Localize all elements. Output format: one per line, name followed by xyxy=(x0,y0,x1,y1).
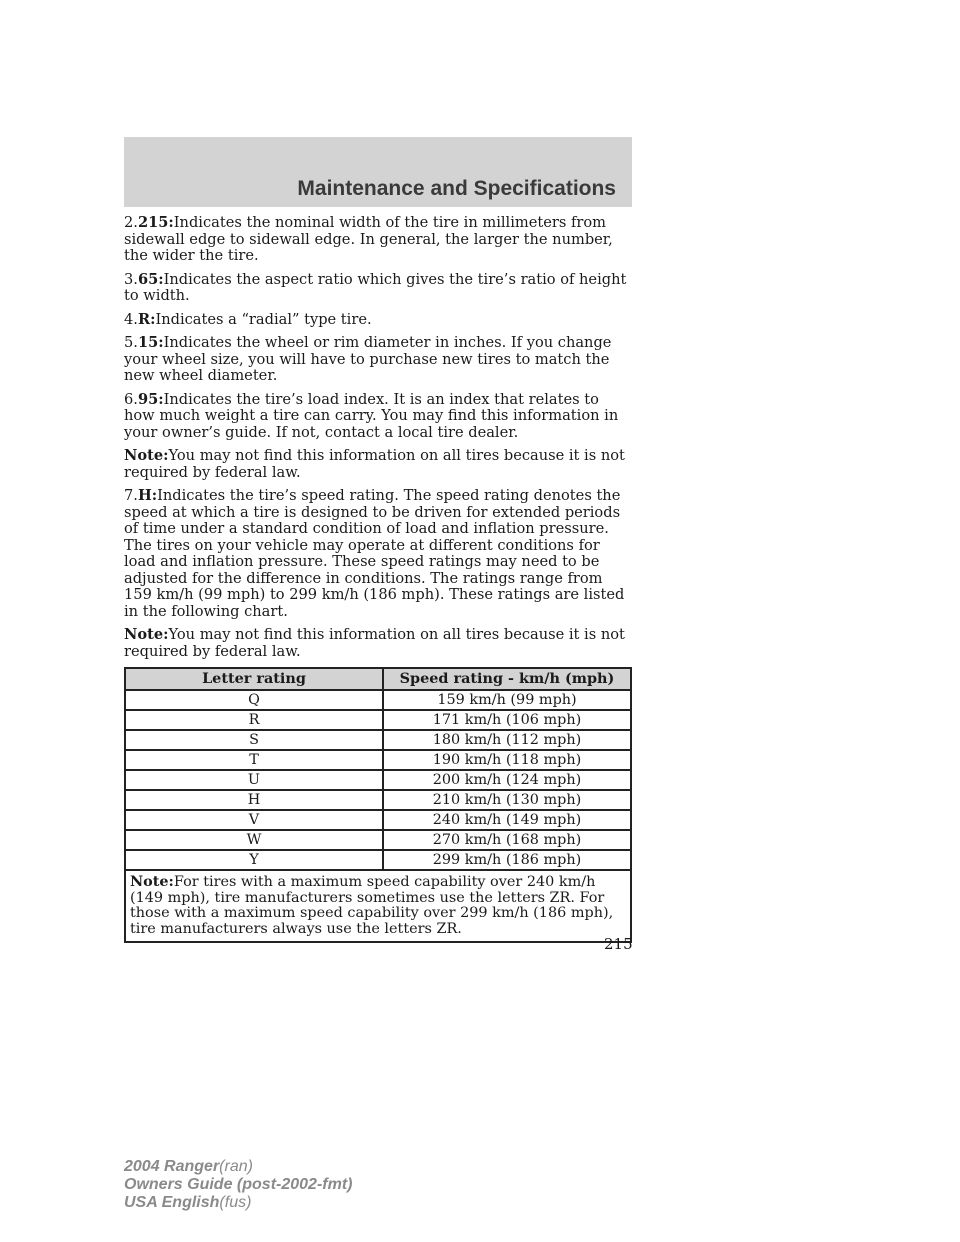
speed-rating-cell: 180 km/h (112 mph) xyxy=(383,730,631,750)
item-key: 15: xyxy=(137,334,164,351)
table-row xyxy=(125,750,631,770)
item-text: Indicates the tire’s load index. It is an index that relates to how much weight a tire can carry. You may find this information in your owner’s guide. If not, contact a local tire dealer. xyxy=(124,390,619,441)
item-number: 7. xyxy=(124,487,138,504)
letter-rating-cell: Y xyxy=(125,850,383,870)
letter-rating-cell: H xyxy=(125,790,383,810)
note-text: You may not find this information on all tires because it is not required by federal law. xyxy=(124,447,625,481)
section-title: Maintenance and Specifications xyxy=(297,177,616,200)
item-number: 3. xyxy=(124,270,138,288)
note-label: Note: xyxy=(124,447,169,464)
item-text: Indicates the aspect ratio which gives the tire’s ratio of height to width. xyxy=(124,270,627,304)
list-item xyxy=(124,272,632,305)
item-number: 4. xyxy=(124,310,138,328)
letter-rating-cell: W xyxy=(125,830,383,850)
table-row xyxy=(125,790,631,810)
item-text: Indicates the tire’s speed rating. The speed rating denotes the speed at which a tire is designed to be driven for extended periods of time under a standard condition of load and inflation pressure. The tires on your vehicle may operate at different conditions for load and inflation pressure. These speed ratings may need to be adjusted for the difference in conditions. The ratings range from 159 km/h (99 mph) to 299 km/h (186 mph). These ratings are listed in the following chart. xyxy=(124,487,625,620)
speed-rating-cell: 190 km/h (118 mph) xyxy=(383,750,631,770)
speed-rating-table xyxy=(124,667,632,943)
speed-rating-cell: 159 km/h (99 mph) xyxy=(383,690,631,710)
item-key: 65: xyxy=(137,270,164,288)
list-item xyxy=(124,488,632,620)
page-number: 215 xyxy=(604,935,633,953)
footer-guide: Owners Guide (post-2002-fmt) xyxy=(124,1176,353,1193)
item-number: 2. xyxy=(124,214,138,231)
footer-model: 2004 Ranger xyxy=(124,1158,220,1175)
item-key: 215: xyxy=(137,214,174,231)
document-footer xyxy=(124,1158,352,1212)
page-content xyxy=(124,215,632,943)
speed-rating-cell: 171 km/h (106 mph) xyxy=(383,710,631,730)
footer-language-code: (fus) xyxy=(219,1194,252,1211)
note-text: You may not find this information on all tires because it is not required by federal law. xyxy=(124,626,625,660)
header-band xyxy=(124,137,632,207)
note-label: Note: xyxy=(130,873,174,890)
table-row xyxy=(125,710,631,730)
table-header-letter: Letter rating xyxy=(125,668,383,690)
speed-rating-cell: 299 km/h (186 mph) xyxy=(383,850,631,870)
item-key: 95: xyxy=(137,390,164,408)
speed-rating-cell: 240 km/h (149 mph) xyxy=(383,810,631,830)
letter-rating-cell: T xyxy=(125,750,383,770)
list-item xyxy=(124,312,632,329)
list-item xyxy=(124,392,632,442)
table-row xyxy=(125,810,631,830)
item-text: Indicates a “radial” type tire. xyxy=(155,310,372,328)
table-body xyxy=(125,690,631,870)
item-key: R: xyxy=(137,310,156,328)
item-number: 6. xyxy=(124,390,138,408)
item-text: Indicates the wheel or rim diameter in inches. If you change your wheel size, you will have to purchase new tires to match the new wheel diameter. xyxy=(124,334,612,384)
list-item xyxy=(124,215,632,265)
note-label: Note: xyxy=(124,626,169,643)
table-note-cell xyxy=(125,870,631,942)
note-paragraph xyxy=(124,448,632,481)
footer-language: USA English xyxy=(124,1194,220,1211)
letter-rating-cell: V xyxy=(125,810,383,830)
item-number: 5. xyxy=(124,334,138,351)
table-row xyxy=(125,690,631,710)
table-row xyxy=(125,830,631,850)
footer-model-code: (ran) xyxy=(219,1158,253,1175)
note-paragraph xyxy=(124,627,632,660)
item-key: H: xyxy=(137,487,158,504)
table-row xyxy=(125,850,631,870)
letter-rating-cell: R xyxy=(125,710,383,730)
letter-rating-cell: Q xyxy=(125,690,383,710)
letter-rating-cell: U xyxy=(125,770,383,790)
table-header-row xyxy=(125,668,631,690)
letter-rating-cell: S xyxy=(125,730,383,750)
speed-rating-cell: 210 km/h (130 mph) xyxy=(383,790,631,810)
table-header-speed: Speed rating - km/h (mph) xyxy=(383,668,631,690)
speed-rating-cell: 270 km/h (168 mph) xyxy=(383,830,631,850)
item-text: Indicates the nominal width of the tire in millimeters from sidewall edge to sidewall edge. In general, the larger the number, the wider the tire. xyxy=(124,214,613,264)
table-note-row xyxy=(125,870,631,942)
list-item xyxy=(124,335,632,385)
note-text: For tires with a maximum speed capability over 240 km/h (149 mph), tire manufacturers sometimes use the letters ZR. For those with a maximum speed capability over 299 km/h (186 mph), tire manufacturers always use the letters ZR. xyxy=(130,874,614,937)
speed-rating-cell: 200 km/h (124 mph) xyxy=(383,770,631,790)
table-row xyxy=(125,770,631,790)
table-row xyxy=(125,730,631,750)
item-list xyxy=(124,215,632,441)
